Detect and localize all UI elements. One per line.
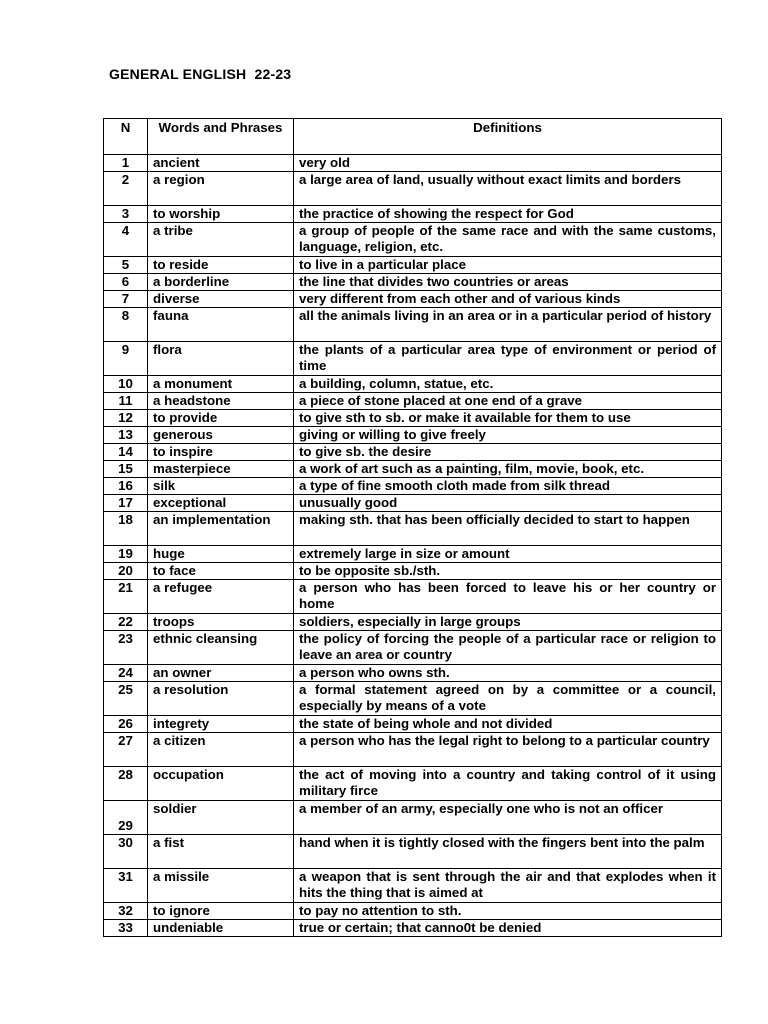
- table-row: [104, 631, 722, 665]
- row-word: integrety: [148, 716, 294, 733]
- row-number: 32: [104, 903, 148, 920]
- row-word: a resolution: [148, 682, 294, 716]
- row-number: 14: [104, 444, 148, 461]
- row-word: a fist: [148, 835, 294, 869]
- table-row: [104, 495, 722, 512]
- row-number: 1: [104, 155, 148, 172]
- row-definition: the practice of showing the respect for God: [294, 206, 722, 223]
- row-word: masterpiece: [148, 461, 294, 478]
- row-word: huge: [148, 546, 294, 563]
- table-row: [104, 614, 722, 631]
- table-body: [104, 155, 722, 937]
- row-number: 31: [104, 869, 148, 903]
- row-definition: a person who owns sth.: [294, 665, 722, 682]
- row-word: flora: [148, 342, 294, 376]
- row-definition: a member of an army, especially one who is not an officer: [294, 801, 722, 835]
- row-word: silk: [148, 478, 294, 495]
- table-row: [104, 376, 722, 393]
- table-row: [104, 206, 722, 223]
- column-header-words: Words and Phrases: [148, 119, 294, 155]
- table-row: [104, 155, 722, 172]
- table-row: [104, 801, 722, 835]
- table-row: [104, 308, 722, 342]
- table-row: [104, 478, 722, 495]
- table-row: [104, 716, 722, 733]
- row-word: to inspire: [148, 444, 294, 461]
- table-row: [104, 682, 722, 716]
- row-number: 33: [104, 920, 148, 937]
- table-row: [104, 920, 722, 937]
- row-definition: a formal statement agreed on by a committee or a council, especially by means of a vote: [294, 682, 722, 716]
- row-number: 9: [104, 342, 148, 376]
- row-definition: a large area of land, usually without exact limits and borders: [294, 172, 722, 206]
- row-number: 26: [104, 716, 148, 733]
- row-number: 19: [104, 546, 148, 563]
- row-number: 25: [104, 682, 148, 716]
- row-definition: the plants of a particular area type of environment or period of time: [294, 342, 722, 376]
- row-number: 17: [104, 495, 148, 512]
- row-word: a region: [148, 172, 294, 206]
- row-number: 11: [104, 393, 148, 410]
- column-header-definitions: Definitions: [294, 119, 722, 155]
- table-row: [104, 835, 722, 869]
- table-row: [104, 512, 722, 546]
- row-word: fauna: [148, 308, 294, 342]
- row-definition: very different from each other and of various kinds: [294, 291, 722, 308]
- row-definition: soldiers, especially in large groups: [294, 614, 722, 631]
- table-row: [104, 172, 722, 206]
- table-row: [104, 903, 722, 920]
- row-definition: extremely large in size or amount: [294, 546, 722, 563]
- row-word: to provide: [148, 410, 294, 427]
- row-word: generous: [148, 427, 294, 444]
- table-row: [104, 546, 722, 563]
- row-definition: hand when it is tightly closed with the fingers bent into the palm: [294, 835, 722, 869]
- row-definition: a building, column, statue, etc.: [294, 376, 722, 393]
- row-number: 20: [104, 563, 148, 580]
- row-number: 6: [104, 274, 148, 291]
- row-word: soldier: [148, 801, 294, 835]
- row-definition: the state of being whole and not divided: [294, 716, 722, 733]
- row-word: to face: [148, 563, 294, 580]
- row-definition: to give sb. the desire: [294, 444, 722, 461]
- row-number: 3: [104, 206, 148, 223]
- row-number: 13: [104, 427, 148, 444]
- row-word: a headstone: [148, 393, 294, 410]
- row-definition: to live in a particular place: [294, 257, 722, 274]
- row-number: 16: [104, 478, 148, 495]
- row-word: a citizen: [148, 733, 294, 767]
- row-word: a refugee: [148, 580, 294, 614]
- row-number: 30: [104, 835, 148, 869]
- row-word: a missile: [148, 869, 294, 903]
- row-definition: a work of art such as a painting, film, movie, book, etc.: [294, 461, 722, 478]
- row-number: 23: [104, 631, 148, 665]
- row-word: an implementation: [148, 512, 294, 546]
- row-number: 21: [104, 580, 148, 614]
- table-row: [104, 461, 722, 478]
- row-word: undeniable: [148, 920, 294, 937]
- row-word: to worship: [148, 206, 294, 223]
- table-row: [104, 444, 722, 461]
- row-word: a monument: [148, 376, 294, 393]
- table-row: [104, 767, 722, 801]
- row-word: diverse: [148, 291, 294, 308]
- table-header-row: [104, 119, 722, 155]
- table-row: [104, 563, 722, 580]
- row-word: occupation: [148, 767, 294, 801]
- row-number: 4: [104, 223, 148, 257]
- row-definition: true or certain; that canno0t be denied: [294, 920, 722, 937]
- row-definition: a piece of stone placed at one end of a grave: [294, 393, 722, 410]
- table-row: [104, 223, 722, 257]
- row-word: ethnic cleansing: [148, 631, 294, 665]
- row-number: 24: [104, 665, 148, 682]
- row-number: 2: [104, 172, 148, 206]
- row-definition: to pay no attention to sth.: [294, 903, 722, 920]
- table-row: [104, 393, 722, 410]
- row-word: to ignore: [148, 903, 294, 920]
- row-number: 8: [104, 308, 148, 342]
- row-number: 29: [104, 801, 148, 835]
- row-word: a borderline: [148, 274, 294, 291]
- table-row: [104, 665, 722, 682]
- row-definition: a type of fine smooth cloth made from silk thread: [294, 478, 722, 495]
- row-number: 22: [104, 614, 148, 631]
- row-number: 15: [104, 461, 148, 478]
- row-word: an owner: [148, 665, 294, 682]
- row-word: to reside: [148, 257, 294, 274]
- row-number: 12: [104, 410, 148, 427]
- table-row: [104, 257, 722, 274]
- row-number: 7: [104, 291, 148, 308]
- row-number: 10: [104, 376, 148, 393]
- table-row: [104, 733, 722, 767]
- row-number: 28: [104, 767, 148, 801]
- table-row: [104, 291, 722, 308]
- table-row: [104, 869, 722, 903]
- column-header-number: N: [104, 119, 148, 155]
- row-definition: all the animals living in an area or in a particular period of history: [294, 308, 722, 342]
- row-word: ancient: [148, 155, 294, 172]
- row-word: troops: [148, 614, 294, 631]
- table-row: [104, 427, 722, 444]
- row-definition: the act of moving into a country and taking control of it using military firce: [294, 767, 722, 801]
- row-definition: a weapon that is sent through the air and that explodes when it hits the thing that is aimed at: [294, 869, 722, 903]
- row-word: a tribe: [148, 223, 294, 257]
- table-row: [104, 274, 722, 291]
- row-definition: a person who has been forced to leave his or her country or home: [294, 580, 722, 614]
- row-word: exceptional: [148, 495, 294, 512]
- row-definition: the line that divides two countries or areas: [294, 274, 722, 291]
- row-definition: to be opposite sb./sth.: [294, 563, 722, 580]
- table-row: [104, 580, 722, 614]
- row-definition: very old: [294, 155, 722, 172]
- row-definition: giving or willing to give freely: [294, 427, 722, 444]
- row-definition: the policy of forcing the people of a particular race or religion to leave an area or country: [294, 631, 722, 665]
- row-definition: unusually good: [294, 495, 722, 512]
- document-title: GENERAL ENGLISH 22-23: [109, 66, 292, 82]
- vocabulary-table: [103, 118, 722, 937]
- table-row: [104, 410, 722, 427]
- row-definition: a group of people of the same race and with the same customs, language, religion, etc.: [294, 223, 722, 257]
- row-number: 27: [104, 733, 148, 767]
- row-definition: a person who has the legal right to belong to a particular country: [294, 733, 722, 767]
- table-row: [104, 342, 722, 376]
- row-definition: to give sth to sb. or make it available for them to use: [294, 410, 722, 427]
- row-definition: making sth. that has been officially decided to start to happen: [294, 512, 722, 546]
- row-number: 18: [104, 512, 148, 546]
- row-number: 5: [104, 257, 148, 274]
